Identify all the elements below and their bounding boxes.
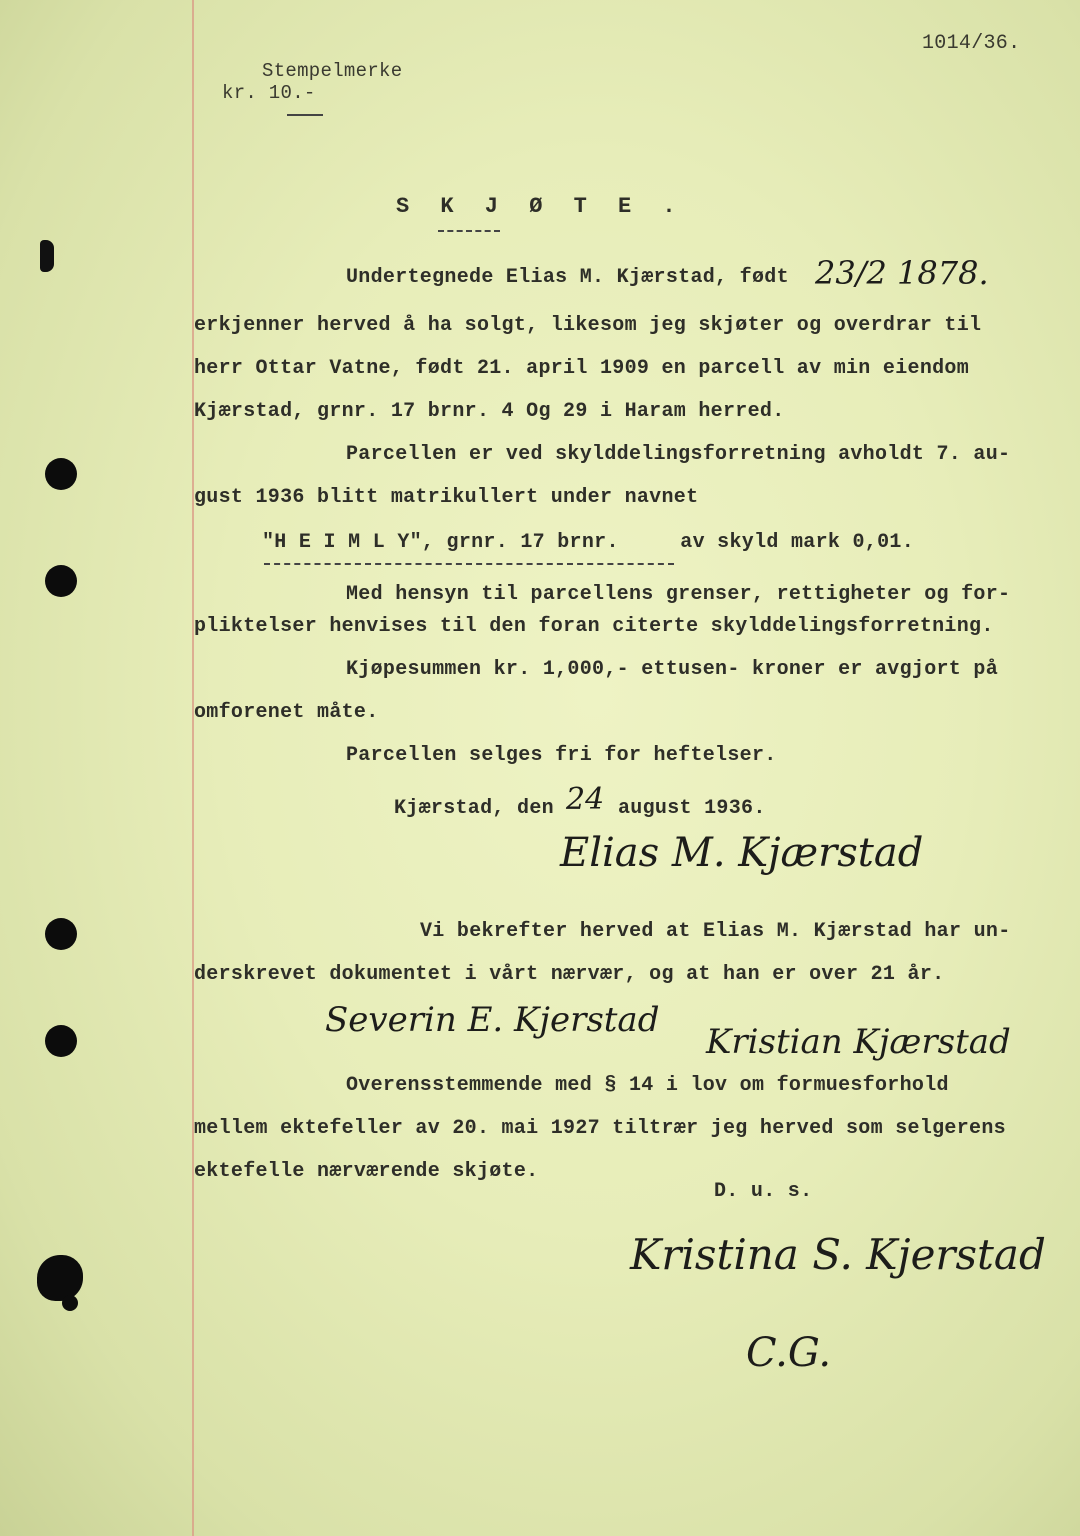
witness-signature-2: Kristian Kjærstad [706, 1022, 1011, 1062]
margin-line [192, 0, 194, 1536]
dus-label: D. u. s. [714, 1180, 813, 1203]
spouse-signature: Kristina S. Kjerstad [630, 1230, 1046, 1279]
ink-blot [40, 240, 54, 272]
body-line-11: omforenet måte. [194, 701, 379, 724]
spouse-line-1: Overensstemmende med § 14 i lov om formuesforhold [346, 1074, 949, 1097]
body-line-8: Med hensyn til parcellens grenser, rettigheter og for- [346, 583, 1011, 606]
place-prefix: Kjærstad, den [394, 797, 554, 820]
spouse-line-2: mellem ektefeller av 20. mai 1927 tiltrær jeg herved som selgerens [194, 1117, 1006, 1140]
witness-line-2: derskrevet dokumentet i vårt nærvær, og at han er over 21 år. [194, 963, 945, 986]
ink-blot [62, 1295, 78, 1311]
body-line-9: pliktelser henvises til den foran citerte skylddelingsforretning. [194, 615, 994, 638]
stamp-value: kr. 10.- [222, 82, 316, 104]
seller-signature: Elias M. Kjærstad [560, 830, 924, 876]
body-line-4: Kjærstad, grnr. 17 brnr. 4 Og 29 i Haram herred. [194, 400, 785, 423]
punch-hole [45, 565, 77, 597]
stamp-underline [287, 114, 323, 116]
body-line-6: gust 1936 blitt matrikullert under navnet [194, 486, 699, 509]
handwritten-birth-date: 23/2 1878. [815, 254, 989, 292]
body-line-12: Parcellen selges fri for heftelser. [346, 744, 777, 767]
witness-signature-1: Severin E. Kjerstad [325, 1000, 660, 1040]
body-line-2: erkjenner herved å ha solgt, likesom jeg skjøter og overdrar til [194, 314, 982, 337]
document-number: 1014/36. [922, 32, 1021, 55]
ink-blot [37, 1255, 83, 1301]
body-line-3: herr Ottar Vatne, født 21. april 1909 en parcell av min eiendom [194, 357, 970, 380]
body-line-1: Undertegnede Elias M. Kjærstad, født [346, 266, 789, 289]
punch-hole [45, 1025, 77, 1057]
body-line-7: "H E I M L Y", grnr. 17 brnr. av skyld mark 0,01. [262, 531, 915, 554]
document-title: S K J Ø T E . [396, 194, 685, 219]
place-suffix: august 1936. [618, 797, 766, 820]
body-line-10: Kjøpesummen kr. 1,000,- ettusen- kroner er avgjort på [346, 658, 999, 681]
stamp-label: Stempelmerke [262, 60, 403, 82]
body-line-5: Parcellen er ved skylddelingsforretning avholdt 7. au- [346, 443, 1011, 466]
punch-hole [45, 918, 77, 950]
name-underline [264, 563, 674, 565]
spouse-line-3: ektefelle nærværende skjøte. [194, 1160, 539, 1183]
initials: C.G. [746, 1330, 832, 1376]
witness-line-1: Vi bekrefter herved at Elias M. Kjærstad har un- [420, 920, 1011, 943]
handwritten-day: 24 [566, 782, 605, 817]
title-underline [438, 230, 500, 232]
punch-hole [45, 458, 77, 490]
